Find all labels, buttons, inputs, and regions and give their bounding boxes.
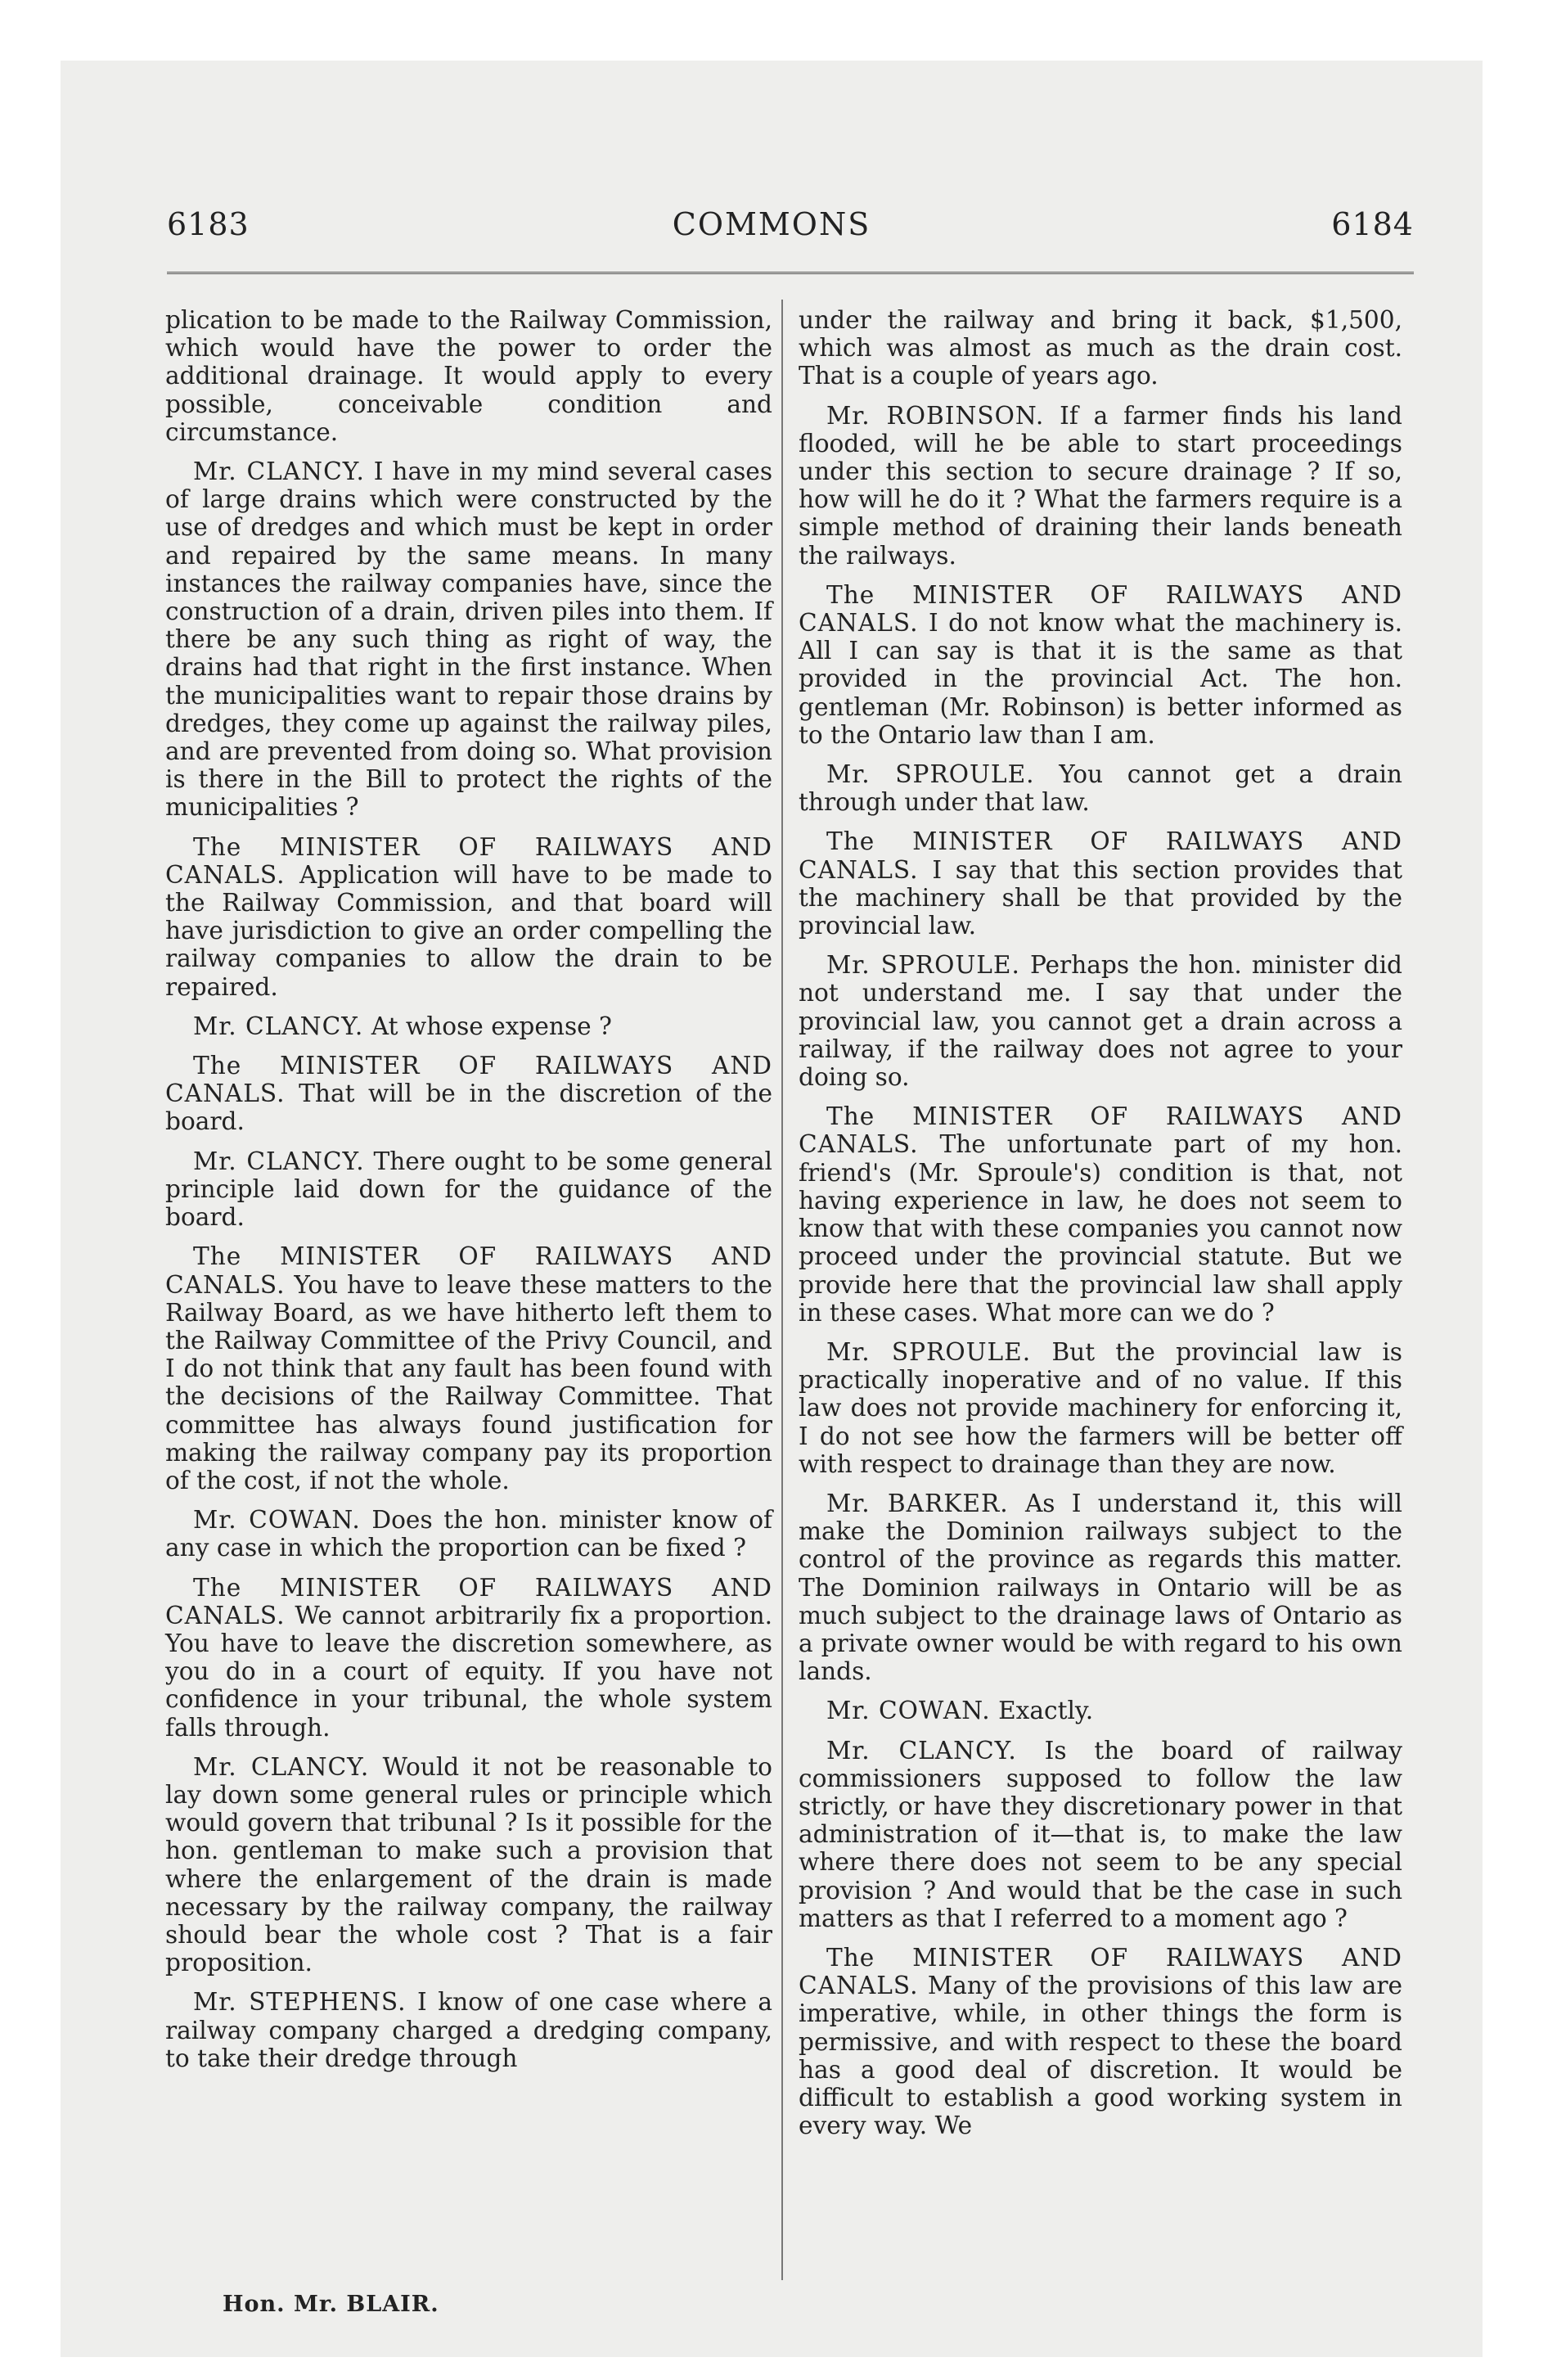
speaker-name: Mr. CLANCY.	[193, 1752, 370, 1781]
speaker-name: Mr. SPROULE.	[826, 1337, 1032, 1366]
paragraph	[799, 760, 1402, 816]
paragraph-text: The unfortunate part of my hon. friend's (Mr. Sproule's) condition is that, not having experience in law, he does not seem to know that with these companies you cannot now proceed under the provincial statute. But we provide here that the provincial law shall apply in these cases. What more can we do ?	[799, 1130, 1402, 1327]
paragraph	[799, 1737, 1402, 1932]
speaker-name: Mr. COWAN.	[826, 1697, 991, 1725]
right-column	[799, 306, 1402, 2151]
speaker-name: Mr. CLANCY.	[826, 1736, 1017, 1765]
paragraph	[799, 951, 1402, 1091]
paragraph-text: We cannot arbitrarily fix a proportion. You have to leave the discretion somewhere, as you do in a court of equity. If you have not confidence in your tribunal, the whole system falls through.	[165, 1601, 772, 1742]
speaker-name: Mr. BARKER.	[826, 1489, 1009, 1517]
column-divider	[781, 300, 783, 2280]
paragraph-text: I say that this section provides that the machinery shall be that provided by the provincial law.	[799, 855, 1402, 940]
page-number-right: 6184	[1331, 206, 1414, 242]
paragraph	[799, 581, 1402, 749]
page-scan	[61, 61, 1483, 2357]
paragraph-text: Application will have to be made to the Railway Commission, and that board will have jurisdiction to give an order compelling the railway companies to allow the drain to be repaired.	[165, 860, 772, 1001]
speaker-name: The MINISTER OF RAILWAYS AND CANALS.	[799, 1102, 1402, 1159]
speaker-name: Mr. SPROULE.	[826, 760, 1035, 789]
paragraph	[165, 1988, 772, 2072]
speaker-name: The MINISTER OF RAILWAYS AND CANALS.	[165, 832, 772, 889]
paragraph-text: But the provincial law is practically inoperative and of no value. If this law does not provide machinery for enforcing it, I do not see how the farmers will be better off with respect to drainage than they are now.	[799, 1337, 1402, 1478]
paragraph	[165, 1506, 772, 1562]
running-title: COMMONS	[672, 206, 871, 242]
paragraph-text: Many of the provisions of this law are imperative, while, in other things the form is permissive, and with respect to these the board has a good deal of discretion. It would be difficult to establish a good working system in every way. We	[799, 1972, 1402, 2140]
header-rule	[167, 272, 1414, 279]
paragraph	[799, 1102, 1402, 1327]
paragraph-text: If a farmer finds his land flooded, will he be able to start proceedings under this section to secure drainage ? If so, how will he do it ? What the farmers require is a simple method of draining their lands beneath the railways.	[799, 401, 1402, 570]
left-column	[165, 306, 772, 2084]
paragraph-text: I do not know what the machinery is. All I can say is that it is the same as that provided in the provincial Act. The hon. gentleman (Mr. Robinson) is better informed as to the Ontario law than I am.	[799, 609, 1402, 749]
paragraph-text: You have to leave these matters to the Railway Board, as we have hitherto left them to the Railway Committee of the Privy Council, and I do not think that any fault has been found with the decisions of the Railway Committee. That committee has always found justification for making the railway company pay its proportion of the cost, if not the whole.	[165, 1270, 772, 1494]
footer-running-name: Hon. Mr. BLAIR.	[223, 2292, 439, 2317]
paragraph	[799, 1697, 1402, 1724]
paragraph-text: Does the hon. minister know of any case in which the proportion can be fixed ?	[165, 1506, 772, 1562]
paragraph-text: Perhaps the hon. minister did not understand me. I say that under the provincial law, you cannot get a drain across a railway, if the railway does not agree to your doing so.	[799, 951, 1402, 1092]
speaker-name: Mr. CLANCY.	[193, 1147, 365, 1175]
paragraph-text: Would it not be reasonable to lay down some general rules or principle which would govern that tribunal ? Is it possible for the hon. gentleman to make such a provision that where the enlargement of the drain is made necessary by the railway company, the railway should bear the whole cost ? That is a fair proposition.	[165, 1752, 772, 1977]
paragraph-text: plication to be made to the Railway Commission, which would have the power to order the additional drainage. It would apply to every possible, conceivable condition and circumstance.	[165, 306, 772, 446]
speaker-name: The MINISTER OF RAILWAYS AND CANALS.	[799, 580, 1402, 638]
paragraph	[799, 306, 1402, 390]
speaker-name: Mr. COWAN.	[193, 1506, 361, 1535]
speaker-name: The MINISTER OF RAILWAYS AND CANALS.	[165, 1573, 772, 1629]
paragraph-text: I have in my mind several cases of large drains which were constructed by the use of dredges and which must be kept in order and repaired by the same means. In many instances the railway companies have, since the construction of a drain, driven piles into them. If there be any such thing as right of way, the drains had that right in the first instance. When the municipalities want to repair those drains by dredges, they come up against the railway piles, and are prevented from doing so. What provision is there in the Bill to protect the rights of the municipalities ?	[165, 458, 773, 822]
speaker-name: Mr. CLANCY.	[193, 1012, 364, 1040]
speaker-name: The MINISTER OF RAILWAYS AND CANALS.	[165, 1052, 772, 1108]
speaker-name: The MINISTER OF RAILWAYS AND CANALS.	[165, 1242, 772, 1299]
paragraph	[165, 1753, 772, 1977]
paragraph-text: under the railway and bring it back, $1,500, which was almost as much as the drain cost. That is a couple of years ago.	[799, 306, 1402, 390]
paragraph-text: Exactly.	[998, 1697, 1094, 1725]
speaker-name: Mr. CLANCY.	[193, 458, 365, 486]
paragraph	[799, 1490, 1402, 1685]
paragraph-text: Is the board of railway commissioners supposed to follow the law strictly, or have they discretionary power in that administration of it—that is, to make the law where there does not seem to be any special provision ? And would that be the case in such matters as that I referred to a moment ago ?	[799, 1736, 1402, 1932]
page-number-left: 6183	[167, 206, 250, 242]
speaker-name: The MINISTER OF RAILWAYS AND CANALS.	[799, 1943, 1402, 2000]
speaker-name: The MINISTER OF RAILWAYS AND CANALS.	[799, 827, 1402, 884]
paragraph-text: As I understand it, this will make the Dominion railways subject to the control of the province as regards this matter. The Dominion railways in Ontario will be as much subject to the drainage laws of Ontario as a private owner would be with regard to his own lands.	[799, 1489, 1403, 1686]
speaker-name: Mr. ROBINSON.	[826, 401, 1045, 430]
speaker-name: Mr. STEPHENS.	[193, 1988, 407, 2017]
paragraph	[799, 827, 1402, 940]
paragraph	[165, 1242, 772, 1494]
paragraph-text: I know of one case where a railway company charged a dredging company, to take their dredge through	[165, 1988, 772, 2072]
paragraph	[799, 1944, 1402, 2139]
paragraph	[165, 1574, 772, 1742]
paragraph-text: At whose expense ?	[371, 1012, 612, 1040]
paragraph	[165, 833, 772, 1001]
paragraph	[165, 1052, 772, 1136]
paragraph-text: You cannot get a drain through under that law.	[799, 760, 1402, 817]
page-header	[61, 206, 1483, 255]
paragraph	[799, 1338, 1402, 1478]
paragraph	[799, 402, 1402, 570]
paragraph	[165, 1012, 772, 1040]
paragraph	[165, 306, 772, 446]
paragraph	[165, 1147, 772, 1232]
paragraph-text: There ought to be some general principle laid down for the guidance of the board.	[165, 1147, 773, 1232]
paragraph	[165, 458, 772, 822]
paragraph-text: That will be in the discretion of the board.	[165, 1080, 772, 1136]
speaker-name: Mr. SPROULE.	[826, 951, 1020, 980]
